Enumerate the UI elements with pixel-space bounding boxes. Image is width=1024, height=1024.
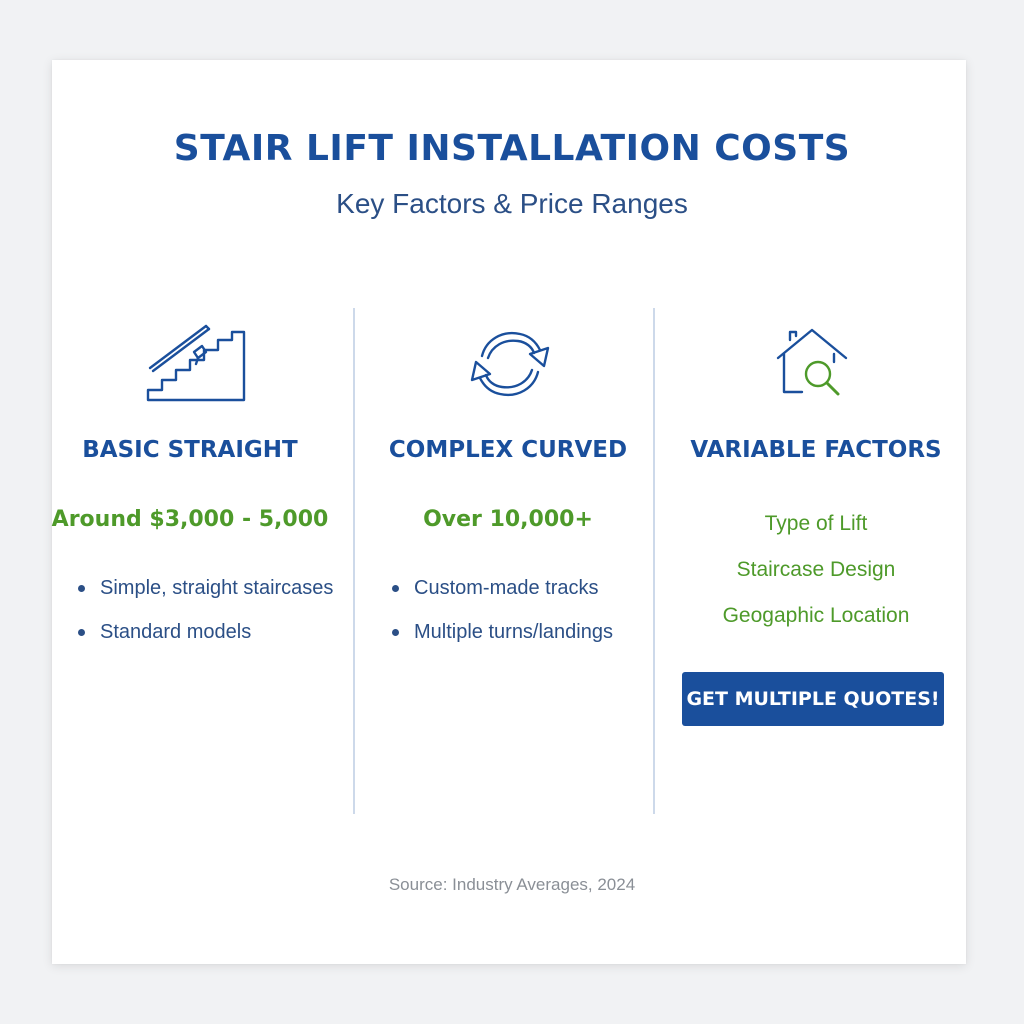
factor-item: Staircase Design [736, 558, 896, 581]
bullet-dot [78, 585, 85, 592]
factor-item: Geogaphic Location [722, 604, 910, 627]
house-search-icon [772, 322, 852, 404]
column-title: BASIC STRAIGHT [82, 437, 298, 463]
list-item-text: Simple, straight staircases [100, 577, 334, 599]
column-title: COMPLEX CURVED [388, 437, 628, 463]
factors-list [666, 511, 966, 649]
column-basic-straight [40, 300, 340, 760]
bullet-list [392, 575, 613, 663]
column-divider [353, 308, 355, 814]
column-complex-curved [358, 300, 658, 760]
bullet-dot [392, 629, 399, 636]
page-title: STAIR LIFT INSTALLATION COSTS [173, 128, 851, 169]
column-title: VARIABLE FACTORS [690, 437, 942, 463]
curved-arrows-icon [468, 322, 552, 406]
list-item [78, 619, 333, 663]
source-note: Source: Industry Averages, 2024 [388, 875, 636, 894]
factor-item: Type of Lift [764, 512, 868, 535]
page-subtitle: Key Factors & Price Ranges [336, 188, 688, 219]
get-quotes-button[interactable]: GET MULTIPLE QUOTES! [682, 672, 944, 726]
bullet-list [78, 575, 333, 663]
bullet-dot [392, 585, 399, 592]
list-item [392, 575, 613, 619]
list-item [392, 619, 613, 663]
list-item [78, 575, 333, 619]
price-range: Over 10,000+ [423, 507, 593, 532]
bullet-dot [78, 629, 85, 636]
stairlift-icon [144, 322, 248, 402]
list-item-text: Standard models [100, 621, 252, 643]
list-item-text: Multiple turns/landings [414, 621, 613, 643]
list-item-text: Custom-made tracks [414, 577, 599, 599]
price-range: Around $3,000 - 5,000 [51, 507, 329, 532]
